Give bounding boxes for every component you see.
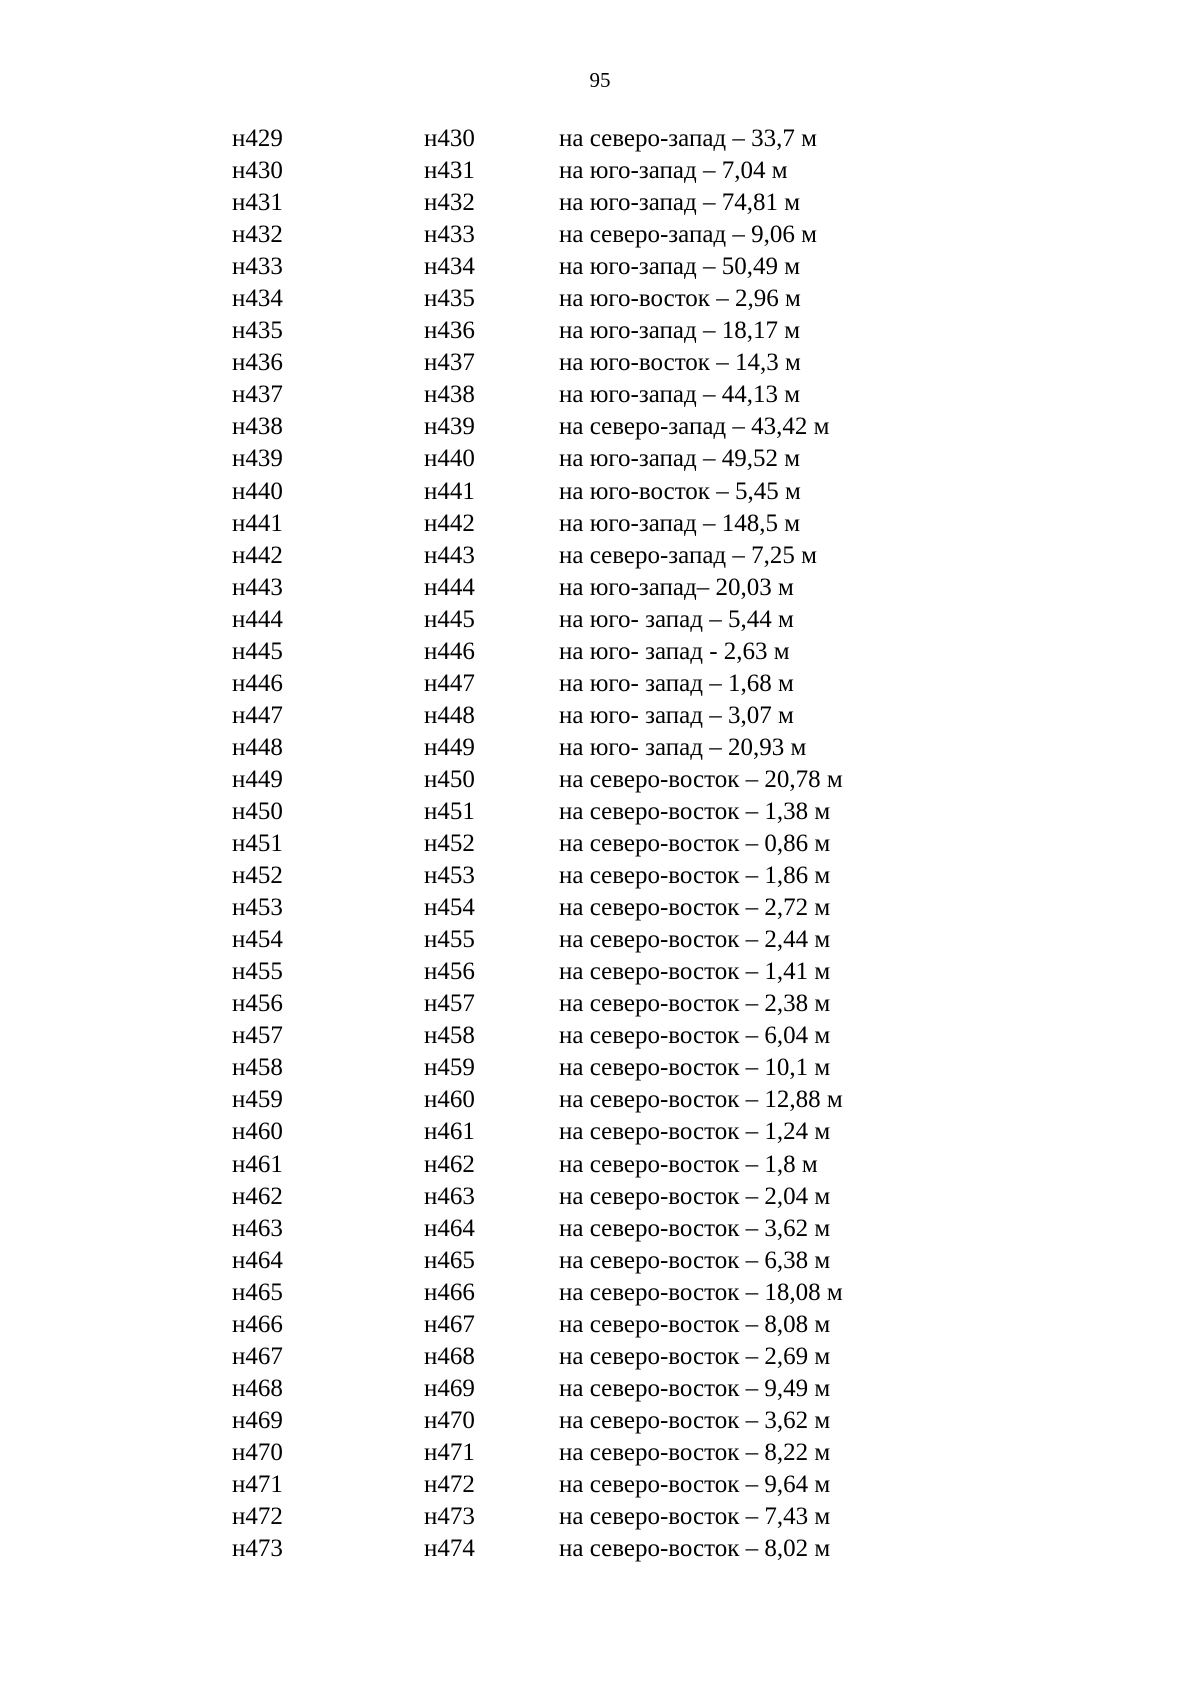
segment-direction-length: на северо-восток – 2,38 м <box>559 990 831 1018</box>
segment-start-point: н464 <box>232 1246 283 1274</box>
segment-start-point: н438 <box>232 413 283 441</box>
segment-direction-length: на северо-восток – 9,64 м <box>559 1470 831 1498</box>
segment-start-point: н465 <box>232 1278 283 1306</box>
segment-row <box>0 1373 1200 1405</box>
segment-start-point: н441 <box>232 509 283 537</box>
segment-row <box>0 1533 1200 1565</box>
segment-row <box>0 1213 1200 1245</box>
segment-end-point: н436 <box>424 317 475 345</box>
segment-row <box>0 219 1200 251</box>
segment-start-point: н446 <box>232 669 283 697</box>
segment-start-point: н453 <box>232 894 283 922</box>
segment-direction-length: на юго-запад – 18,17 м <box>559 317 801 345</box>
segment-start-point: н433 <box>232 253 283 281</box>
segment-start-point: н448 <box>232 733 283 761</box>
segment-direction-length: на северо-восток – 8,02 м <box>559 1535 831 1563</box>
segment-end-point: н473 <box>424 1503 475 1531</box>
segment-row <box>0 315 1200 347</box>
segment-end-point: н437 <box>424 349 475 377</box>
segment-start-point: н437 <box>232 381 283 409</box>
segment-direction-length: на юго-запад – 49,52 м <box>559 445 801 473</box>
segment-end-point: н430 <box>424 125 475 152</box>
segment-start-point: н432 <box>232 221 283 249</box>
page-number: 95 <box>589 68 611 92</box>
segment-start-point: н470 <box>232 1438 283 1466</box>
segment-start-point: н466 <box>232 1310 283 1338</box>
segment-row <box>0 1149 1200 1181</box>
segment-direction-length: на северо-запад – 7,25 м <box>559 541 817 569</box>
segment-row <box>0 379 1200 411</box>
segment-end-point: н450 <box>424 765 475 793</box>
segment-direction-length: на юго-запад – 7,04 м <box>559 157 788 185</box>
segment-start-point: н434 <box>232 285 283 313</box>
segment-direction-length: на северо-восток – 12,88 м <box>559 1086 843 1114</box>
segment-row <box>0 508 1200 540</box>
segment-start-point: н469 <box>232 1406 283 1434</box>
segment-row <box>0 860 1200 892</box>
segment-direction-length: на юго-запад– 20,03 м <box>559 573 794 601</box>
segment-row <box>0 476 1200 508</box>
segment-start-point: н473 <box>232 1535 283 1563</box>
segment-direction-length: на юго-восток – 14,3 м <box>559 349 801 377</box>
segment-end-point: н463 <box>424 1182 475 1210</box>
segment-direction-length: на северо-восток – 8,08 м <box>559 1310 831 1338</box>
segment-end-point: н452 <box>424 830 475 858</box>
segment-end-point: н451 <box>424 797 475 825</box>
segment-start-point: н462 <box>232 1182 283 1210</box>
segment-start-point: н451 <box>232 830 283 858</box>
segment-end-point: н435 <box>424 285 475 313</box>
segment-row <box>0 572 1200 604</box>
segment-direction-length: на северо-восток – 18,08 м <box>559 1278 843 1306</box>
segment-direction-length: на юго-запад – 50,49 м <box>559 253 801 281</box>
segment-direction-length: на юго- запад – 5,44 м <box>559 605 794 633</box>
segment-row <box>0 1245 1200 1277</box>
segment-start-point: н471 <box>232 1470 283 1498</box>
segment-row <box>0 1020 1200 1052</box>
segment-row <box>0 411 1200 443</box>
segment-row <box>0 1501 1200 1533</box>
segment-row <box>0 1309 1200 1341</box>
segment-direction-length: на северо-восток – 3,62 м <box>559 1214 831 1242</box>
segment-direction-length: на северо-запад – 33,7 м <box>559 125 817 152</box>
segment-row <box>0 1341 1200 1373</box>
segment-row <box>0 828 1200 860</box>
segment-row <box>0 1469 1200 1501</box>
segment-row <box>0 1437 1200 1469</box>
segment-direction-length: на северо-восток – 1,41 м <box>559 958 831 986</box>
segment-row <box>0 1181 1200 1213</box>
segment-direction-length: на северо-восток – 9,49 м <box>559 1374 831 1402</box>
segment-direction-length: на северо-восток – 1,86 м <box>559 862 831 890</box>
segment-direction-length: на северо-восток – 0,86 м <box>559 830 831 858</box>
segment-direction-length: на северо-восток – 10,1 м <box>559 1054 831 1082</box>
segment-direction-length: на северо-восток – 3,62 м <box>559 1406 831 1434</box>
segment-direction-length: на северо-восток – 6,04 м <box>559 1022 831 1050</box>
segment-start-point: н452 <box>232 862 283 890</box>
segment-end-point: н438 <box>424 381 475 409</box>
segment-row <box>0 764 1200 796</box>
segment-row <box>0 796 1200 828</box>
segment-start-point: н444 <box>232 605 283 633</box>
segment-end-point: н460 <box>424 1086 475 1114</box>
segment-end-point: н442 <box>424 509 475 537</box>
segment-direction-length: на северо-восток – 1,24 м <box>559 1118 831 1146</box>
segment-row <box>0 956 1200 988</box>
segment-row <box>0 892 1200 924</box>
segment-row <box>0 443 1200 475</box>
segment-end-point: н443 <box>424 541 475 569</box>
segment-row <box>0 123 1200 155</box>
segment-end-point: н464 <box>424 1214 475 1242</box>
segment-start-point: н449 <box>232 765 283 793</box>
segment-direction-length: на северо-восток – 1,38 м <box>559 797 831 825</box>
segment-end-point: н454 <box>424 894 475 922</box>
segment-direction-length: на северо-запад – 43,42 м <box>559 413 830 441</box>
segment-direction-length: на юго- запад - 2,63 м <box>559 637 790 665</box>
segment-start-point: н450 <box>232 797 283 825</box>
segment-row <box>0 1116 1200 1148</box>
segment-end-point: н448 <box>424 701 475 729</box>
segment-end-point: н444 <box>424 573 475 601</box>
segment-end-point: н457 <box>424 990 475 1018</box>
segment-end-point: н465 <box>424 1246 475 1274</box>
segment-end-point: н449 <box>424 733 475 761</box>
segment-start-point: н435 <box>232 317 283 345</box>
segment-row <box>0 251 1200 283</box>
segment-row <box>0 924 1200 956</box>
segment-end-point: н471 <box>424 1438 475 1466</box>
segment-direction-length: на северо-восток – 2,44 м <box>559 926 831 954</box>
segment-end-point: н434 <box>424 253 475 281</box>
segment-start-point: н459 <box>232 1086 283 1114</box>
segment-row <box>0 347 1200 379</box>
segment-end-point: н467 <box>424 1310 475 1338</box>
segment-row <box>0 1405 1200 1437</box>
segment-direction-length: на северо-восток – 6,38 м <box>559 1246 831 1274</box>
segment-row <box>0 668 1200 700</box>
segment-end-point: н455 <box>424 926 475 954</box>
segment-direction-length: на юго-запад – 148,5 м <box>559 509 801 537</box>
segment-start-point: н472 <box>232 1503 283 1531</box>
segment-end-point: н453 <box>424 862 475 890</box>
segment-start-point: н445 <box>232 637 283 665</box>
segment-start-point: н467 <box>232 1342 283 1370</box>
segment-row <box>0 540 1200 572</box>
segment-direction-length: на юго- запад – 1,68 м <box>559 669 794 697</box>
segment-start-point: н442 <box>232 541 283 569</box>
segment-end-point: н441 <box>424 477 475 505</box>
segment-direction-length: на юго-восток – 2,96 м <box>559 285 801 313</box>
segment-row <box>0 700 1200 732</box>
segment-direction-length: на юго- запад – 3,07 м <box>559 701 794 729</box>
segment-end-point: н462 <box>424 1150 475 1178</box>
segment-row <box>0 732 1200 764</box>
segment-end-point: н470 <box>424 1406 475 1434</box>
segment-end-point: н456 <box>424 958 475 986</box>
segment-start-point: н454 <box>232 926 283 954</box>
segment-start-point: н468 <box>232 1374 283 1402</box>
segment-end-point: н447 <box>424 669 475 697</box>
segment-start-point: н463 <box>232 1214 283 1242</box>
segment-direction-length: на северо-восток – 7,43 м <box>559 1503 831 1531</box>
segment-start-point: н443 <box>232 573 283 601</box>
segment-direction-length: на северо-восток – 2,04 м <box>559 1182 831 1210</box>
segment-direction-length: на юго-восток – 5,45 м <box>559 477 801 505</box>
segment-start-point: н431 <box>232 189 283 217</box>
segment-direction-length: на северо-запад – 9,06 м <box>559 221 817 249</box>
segment-direction-length: на северо-восток – 2,72 м <box>559 894 831 922</box>
segment-end-point: н461 <box>424 1118 475 1146</box>
segment-end-point: н458 <box>424 1022 475 1050</box>
segment-end-point: н459 <box>424 1054 475 1082</box>
segment-end-point: н439 <box>424 413 475 441</box>
segment-row <box>0 604 1200 636</box>
segment-end-point: н466 <box>424 1278 475 1306</box>
segment-end-point: н433 <box>424 221 475 249</box>
segment-direction-length: на северо-восток – 20,78 м <box>559 765 843 793</box>
segment-row <box>0 988 1200 1020</box>
segment-direction-length: на юго-запад – 74,81 м <box>559 189 801 217</box>
segment-row <box>0 1052 1200 1084</box>
segment-end-point: н472 <box>424 1470 475 1498</box>
segment-start-point: н460 <box>232 1118 283 1146</box>
segment-direction-length: на юго-запад – 44,13 м <box>559 381 801 409</box>
segment-start-point: н429 <box>232 125 283 152</box>
segment-start-point: н436 <box>232 349 283 377</box>
segment-start-point: н439 <box>232 445 283 473</box>
segment-end-point: н474 <box>424 1535 475 1563</box>
segment-end-point: н468 <box>424 1342 475 1370</box>
segment-row <box>0 1277 1200 1309</box>
segment-end-point: н469 <box>424 1374 475 1402</box>
segment-end-point: н431 <box>424 157 475 185</box>
segment-start-point: н455 <box>232 958 283 986</box>
segment-direction-length: на юго- запад – 20,93 м <box>559 733 807 761</box>
boundary-segment-list <box>0 123 1200 1565</box>
segment-direction-length: на северо-восток – 8,22 м <box>559 1438 831 1466</box>
segment-end-point: н445 <box>424 605 475 633</box>
segment-start-point: н461 <box>232 1150 283 1178</box>
segment-row <box>0 1084 1200 1116</box>
segment-row <box>0 636 1200 668</box>
segment-start-point: н457 <box>232 1022 283 1050</box>
segment-start-point: н458 <box>232 1054 283 1082</box>
segment-row <box>0 283 1200 315</box>
segment-end-point: н440 <box>424 445 475 473</box>
segment-direction-length: на северо-восток – 1,8 м <box>559 1150 818 1178</box>
segment-end-point: н446 <box>424 637 475 665</box>
segment-start-point: н447 <box>232 701 283 729</box>
segment-row <box>0 187 1200 219</box>
segment-direction-length: на северо-восток – 2,69 м <box>559 1342 831 1370</box>
segment-end-point: н432 <box>424 189 475 217</box>
segment-start-point: н430 <box>232 157 283 185</box>
segment-row <box>0 155 1200 187</box>
segment-start-point: н440 <box>232 477 283 505</box>
segment-start-point: н456 <box>232 990 283 1018</box>
